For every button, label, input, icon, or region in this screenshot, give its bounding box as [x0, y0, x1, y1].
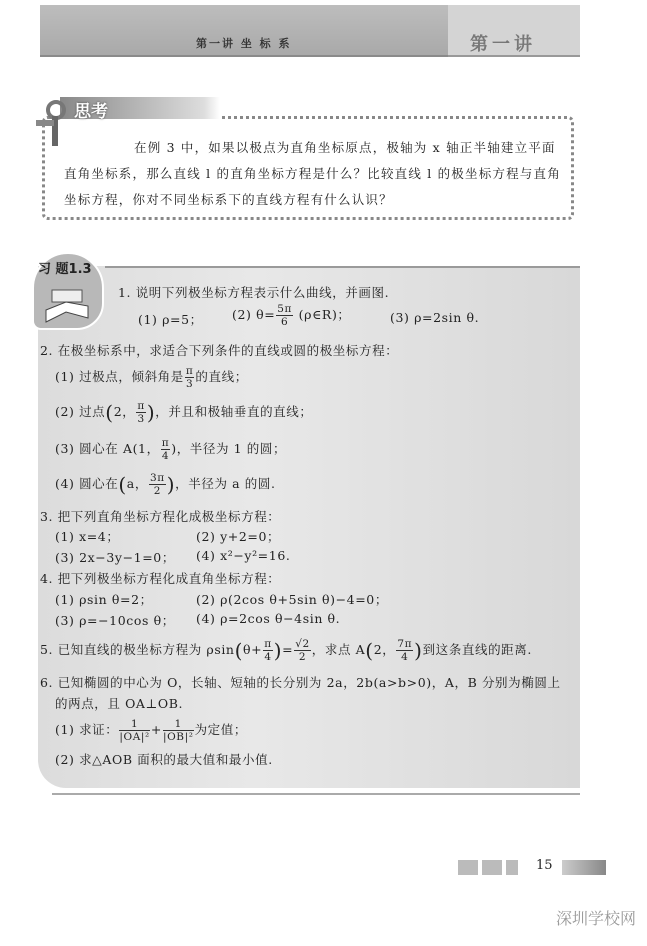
think-text: 在例 3 中，如果以极点为直角坐标原点，极轴为 x 轴正半轴建立平面直角坐标系，那么直线 l 的直角坐标方程是什么？比较直线 l 的极坐标方程与直角坐标方程，你对不同坐标系下的直线方程有什么认识？ — [64, 140, 561, 207]
watermark: 深圳学校网 — [556, 909, 637, 928]
q3-b: (2) y+2=0； — [196, 529, 281, 544]
q4-c: (3) ρ=−10cos θ； — [55, 613, 175, 628]
q4-b: (2) ρ(2cos θ+5sin θ)−4=0； — [196, 592, 388, 607]
q1-text: 1. 说明下列极坐标方程表示什么曲线，并画图. — [118, 285, 390, 300]
q5-text: 5. 已知直线的极坐标方程为 ρsin(θ+ $\frac{\pi}{4}$ )= $\frac{√2}{2}$ ，求点 A(2， $\frac{7\pi}{4}$ )到这条直线的距离. — [40, 638, 532, 663]
q4-a: (1) ρsin θ=2； — [55, 592, 153, 607]
q6-text-cont: 的两点，且 OA⊥OB. — [55, 696, 184, 711]
page-number: 15 — [536, 858, 553, 873]
chapter-label: 第一讲 — [470, 34, 536, 55]
q4-d: (4) ρ=2cos θ−4sin θ. — [196, 611, 341, 626]
think-label: 思考 — [74, 102, 108, 122]
q2-b: (2) 过点(2， $\frac{\pi}{3}$ )，并且和极轴垂直的直线； — [55, 400, 313, 425]
q2-d: (4) 圆心在(a， $\frac{3\pi}{2}$ )，半径为 a 的圆. — [55, 472, 276, 497]
exercise-label: 习 题1.3 — [38, 262, 92, 277]
q1-a: (1) ρ=5； — [138, 312, 203, 327]
footer-bars-left — [458, 860, 518, 875]
running-title: 第一讲 坐 标 系 — [196, 37, 292, 50]
q2-c: (3) 圆心在 A(1， $\frac{\pi}{4}$ )，半径为 1 的圆； — [55, 437, 287, 462]
q2-text: 2. 在极坐标系中，求适合下列条件的直线或圆的极坐标方程： — [40, 343, 399, 358]
footer-bars-right — [562, 860, 606, 875]
divider — [105, 266, 580, 268]
q4-text: 4. 把下列极坐标方程化成直角坐标方程： — [40, 571, 281, 586]
q3-d: (4) x²−y²=16. — [196, 548, 291, 563]
q1-b: (2) θ= $\frac{5\pi}{6}$ (ρ∈R)； — [232, 303, 351, 328]
q3-text: 3. 把下列直角坐标方程化成极坐标方程： — [40, 509, 281, 524]
q2-a: (1) 过极点，倾斜角是 $\frac{\pi}{3}$ 的直线； — [55, 365, 248, 390]
q6-b: (2) 求△AOB 面积的最大值和最小值. — [55, 752, 273, 767]
q3-a: (1) x=4； — [55, 529, 120, 544]
q6-text: 6. 已知椭圆的中心为 O，长轴、短轴的长分别为 2a，2b(a>b>0)，A，B 分别为椭圆上 — [40, 675, 561, 690]
book-icon — [44, 288, 90, 324]
q6-a: (1) 求证： $\frac{1}{\text{|OA|²}}$ + $\frac{1}{\text{|OB|²}}$ 为定值； — [55, 718, 247, 743]
divider — [52, 793, 580, 795]
key-icon — [32, 100, 66, 150]
q1-c: (3) ρ=2sin θ. — [390, 310, 480, 325]
q3-c: (3) 2x−3y−1=0； — [55, 550, 175, 565]
